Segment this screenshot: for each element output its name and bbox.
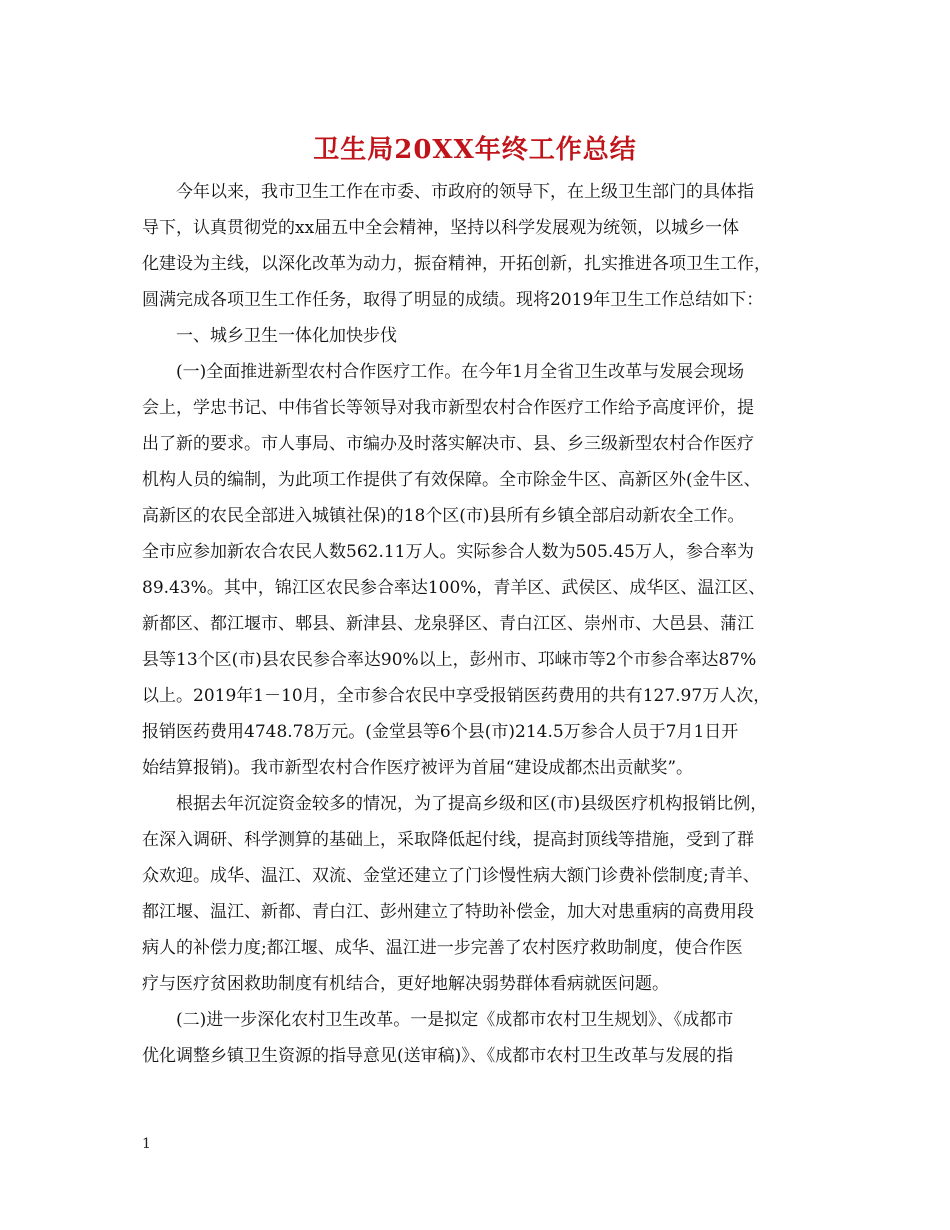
text-line: 优化调整乡镇卫生资源的指导意见(送审稿)》、《成都市农村卫生改革与发展的指 (142, 1046, 734, 1066)
text-line: (二)进一步深化农村卫生改革。一是拟定《成都市农村卫生规划》、《成都市 (176, 1010, 734, 1030)
text-line: 会上，学忠书记、中伟省长等领导对我市新型农村合作医疗工作给予高度评价，提 (142, 398, 754, 418)
text-line: 都江堰、温江、新都、青白江、彭州建立了特助补偿金，加大对患重病的高费用段 (142, 902, 754, 922)
text-line: 众欢迎。成华、温江、双流、金堂还建立了门诊慢性病大额门诊费补偿制度;青羊、 (142, 866, 760, 886)
text-line: 全市应参加新农合农民人数562.11万人。实际参合人数为505.45万人，参合率为 (142, 542, 754, 562)
body-text (142, 174, 822, 1074)
text-line: 出了新的要求。市人事局、市编办及时落实解决市、县、乡三级新型农村合作医疗 (142, 434, 754, 454)
text-line: 圆满完成各项卫生工作任务，取得了明显的成绩。现将2019年卫生工作总结如下： (142, 290, 764, 310)
text-line: 高新区的农民全部进入城镇社保)的18个区(市)县所有乡镇全部启动新农全工作。 (142, 506, 745, 526)
page-title: 卫生局20XX年终工作总结 (313, 135, 637, 165)
text-line: 病人的补偿力度;都江堰、成华、温江进一步完善了农村医疗救助制度，使合作医 (142, 938, 743, 958)
text-line: 机构人员的编制，为此项工作提供了有效保障。全市除金牛区、高新区外(金牛区、 (142, 470, 761, 490)
text-line: 导下，认真贯彻党的xx届五中全会精神，坚持以科学发展观为统领，以城乡一体 (142, 218, 740, 238)
text-line: (一)全面推进新型农村合作医疗工作。在今年1月全省卫生改革与发展会现场 (176, 362, 745, 382)
text-line: 今年以来，我市卫生工作在市委、市政府的领导下，在上级卫生部门的具体指 (176, 182, 754, 202)
text-line: 在深入调研、科学测算的基础上，采取降低起付线，提高封顶线等措施，受到了群 (142, 830, 754, 850)
text-line: 新都区、都江堰市、郫县、新津县、龙泉驿区、青白江区、崇州市、大邑县、蒲江 (142, 614, 754, 634)
page-number: 1 (142, 1136, 151, 1152)
text-line: 化建设为主线，以深化改革为动力，振奋精神，开拓创新，扎实推进各项卫生工作， (142, 254, 771, 274)
text-line: 始结算报销)。我市新型农村合作医疗被评为首届“建设成都杰出贡献奖”。 (142, 758, 694, 778)
text-line: 89.43%。其中，锦江区农民参合率达100%，青羊区、武侯区、成华区、温江区、 (142, 578, 766, 598)
text-line: 疗与医疗贫困救助制度有机结合，更好地解决弱势群体看病就医问题。 (142, 974, 669, 994)
text-line: 根据去年沉淀资金较多的情况，为了提高乡级和区(市)县级医疗机构报销比例， (176, 794, 768, 814)
text-line: 以上。2019年1－10月，全市参合农民中享受报销医药费用的共有127.97万人次， (142, 686, 771, 706)
text-line: 县等13个区(市)县农民参合率达90%以上，彭州市、邛崃市等2个市参合率达87% (142, 650, 757, 670)
text-line: 一、城乡卫生一体化加快步伐 (176, 326, 397, 346)
text-line: 报销医药费用4748.78万元。(金堂县等6个县(市)214.5万参合人员于7月1日开 (142, 722, 739, 742)
